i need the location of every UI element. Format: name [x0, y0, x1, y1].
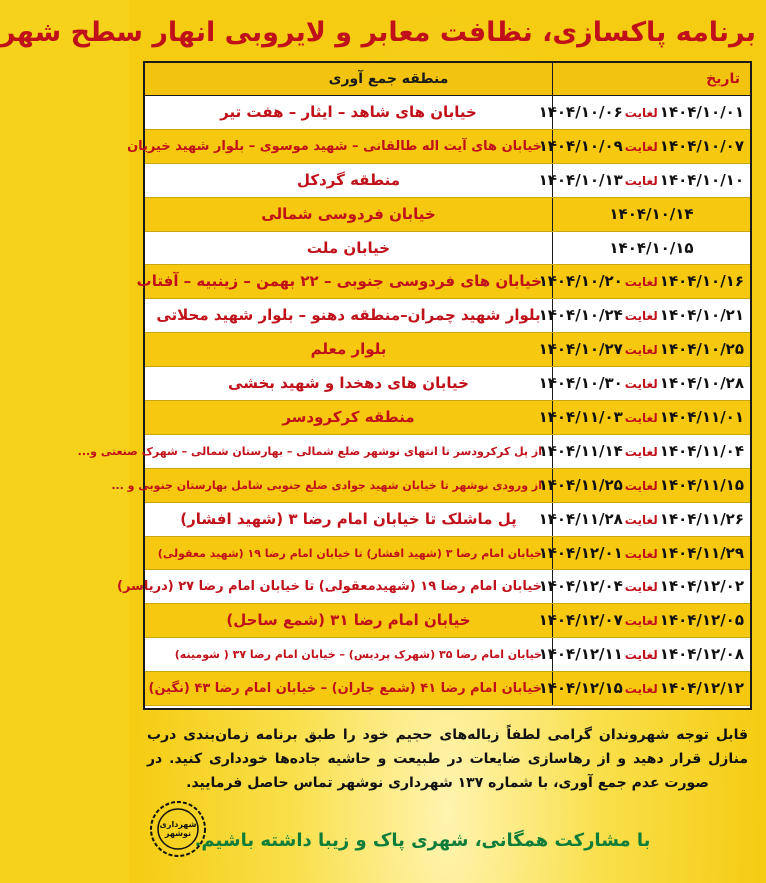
area-cell: بلوار شهید چمران–منطقه دهنو – بلوار شهید محلاتی [156, 306, 541, 325]
table-row [117, 570, 750, 604]
date-from: ۱۴۰۴/۱۰/۲۱ [659, 306, 744, 325]
area-cell: خیابان های فردوسی جنوبی – ۲۲ بهمن – زینبیه – آفتاب [136, 272, 542, 291]
date-cell [538, 401, 750, 434]
seal-label: شهرداری نوشهر [159, 820, 197, 838]
table-row [127, 130, 750, 164]
date-cell [538, 96, 750, 129]
area-cell: بلوار معلم [310, 340, 387, 359]
table-row [136, 265, 750, 299]
table-row [145, 672, 750, 706]
date-from: ۱۴۰۴/۱۱/۲۹ [659, 543, 744, 562]
date-to: ۱۴۰۴/۱۰/۱۵ [609, 238, 694, 257]
date-cell [538, 503, 750, 536]
area-cell: پل ماشلک تا خیابان امام رضا ۳ (شهید افشار) [180, 509, 517, 528]
table-row [145, 164, 750, 198]
table-row [145, 638, 750, 672]
area-cell: خیابان ملت [306, 238, 391, 257]
date-from: ۱۴۰۴/۱۱/۰۱ [659, 408, 744, 427]
notice-text: قابل توجه شهروندان گرامی لطفاً زباله‌های حجیم خود را طبق برنامه زمان‌بندی درب منازل قرار دهید و از رهاسازی ضایعات در طبیعت و حاشیه جاده‌ها خودداری کنید. در صورت عدم جمع آوری، با شماره ۱۳۷ شهرداری نوشهر تماس حاصل فرمایید. [147, 727, 748, 791]
area-cell: منطقه گردکل [296, 170, 400, 189]
date-to: ۱۴۰۴/۱۲/۰۷ [538, 611, 623, 630]
date-to: ۱۴۰۴/۱۱/۲۵ [538, 475, 623, 494]
area-cell: خیابان امام رضا ۳ (شهید افشار) تا خیابان امام رضا ۱۹ (شهید معقولی) [157, 546, 542, 560]
upto-word: لغایت [624, 648, 658, 663]
date-cell [552, 232, 750, 265]
date-to: ۱۴۰۴/۱۲/۱۵ [538, 679, 623, 698]
date-to: ۱۴۰۴/۱۰/۰۶ [538, 103, 623, 121]
date-to: ۱۴۰۴/۱۱/۱۴ [538, 441, 623, 460]
date-from: ۱۴۰۴/۱۰/۰۷ [659, 136, 744, 155]
area-cell: خیابان های دهخدا و شهید بخشی [228, 374, 469, 393]
date-to: ۱۴۰۴/۱۰/۱۳ [538, 170, 623, 189]
upto-word: لغایت [624, 614, 658, 629]
table-row [145, 367, 750, 401]
date-to: ۱۴۰۴/۱۰/۲۷ [538, 340, 623, 359]
area-cell: خیابان های شاهد – ایثار – هفت تیر [220, 103, 477, 121]
table-row [111, 469, 750, 503]
area-cell: منطقه کرکرودسر [282, 408, 415, 427]
area-cell: از ورودی نوشهر تا خیابان شهید جوادی ضلع جنوبی شامل بهارستان جنوبی و ... [111, 478, 542, 492]
date-from: ۱۴۰۴/۱۰/۰۱ [659, 103, 744, 121]
table-row [145, 198, 750, 232]
date-from: ۱۴۰۴/۱۲/۰۵ [659, 611, 744, 630]
date-from: ۱۴۰۴/۱۱/۲۶ [659, 509, 744, 528]
municipality-seal-icon [149, 800, 207, 858]
table-row [145, 333, 750, 367]
area-cell: خیابان امام رضا ۳۵ (شهرک پردیس) – خیابان امام رضا ۳۷ ( شومینه) [174, 648, 542, 662]
page-title: برنامه پاکسازی، نظافت معابر و لایروبی انهار سطح شهر [0, 17, 756, 48]
date-from: ۱۴۰۴/۱۱/۰۴ [659, 441, 744, 460]
table-row [145, 232, 750, 266]
date-from: ۱۴۰۴/۱۰/۱۶ [659, 272, 744, 291]
area-cell: خیابان امام رضا ۱۹ (شهیدمعقولی) تا خیابان امام رضا ۲۷ (دریاسر) [117, 579, 542, 595]
date-cell [538, 164, 750, 197]
upto-word: لغایت [624, 682, 658, 697]
upto-word: لغایت [624, 478, 658, 493]
date-cell [538, 570, 750, 603]
date-from: ۱۴۰۴/۱۱/۱۵ [659, 475, 744, 494]
table-row [145, 604, 750, 638]
table-row [145, 537, 750, 571]
date-from: ۱۴۰۴/۱۰/۱۰ [659, 170, 744, 189]
upto-word: لغایت [624, 580, 658, 595]
date-to: ۱۴۰۴/۱۲/۰۴ [538, 577, 623, 596]
table-row [77, 435, 750, 469]
schedule-table [77, 61, 752, 710]
upto-word: لغایت [624, 343, 658, 358]
date-cell [538, 672, 750, 705]
date-column-header: تاریخ [552, 63, 750, 95]
date-to: ۱۴۰۴/۱۱/۲۸ [538, 509, 623, 528]
date-cell [538, 299, 750, 332]
table-header [145, 63, 750, 96]
table-row [145, 401, 750, 435]
date-cell [538, 604, 750, 637]
date-to: ۱۴۰۴/۱۰/۰۹ [538, 136, 623, 155]
date-cell [552, 198, 750, 231]
area-cell: خیابان امام رضا ۴۱ (شمع جاران) – خیابان امام رضا ۴۳ (نگین) [148, 681, 542, 697]
date-cell [538, 435, 750, 468]
date-to: ۱۴۰۴/۱۲/۰۱ [538, 543, 623, 562]
area-cell: خیابان امام رضا ۳۱ (شمع ساحل) [226, 611, 471, 630]
area-cell: از پل کرکرودسر تا انتهای نوشهر ضلع شمالی – بهارستان شمالی – شهرک صنعتی و... [77, 444, 542, 458]
table-body [77, 96, 750, 706]
upto-word: لغایت [624, 377, 658, 392]
upto-word: لغایت [624, 444, 658, 459]
date-from: ۱۴۰۴/۱۲/۰۲ [659, 577, 744, 596]
date-cell [538, 130, 750, 163]
upto-word: لغایت [624, 275, 658, 290]
date-cell [538, 367, 750, 400]
date-cell [538, 469, 750, 502]
date-to: ۱۴۰۴/۱۲/۱۱ [538, 645, 623, 664]
upto-word: لغایت [624, 411, 658, 426]
upto-word: لغایت [624, 106, 658, 120]
date-to: ۱۴۰۴/۱۰/۱۴ [609, 204, 694, 223]
area-cell: خیابان های آیت اله طالقانی – شهید موسوی – بلوار شهید خیریان [127, 138, 542, 154]
date-cell [538, 333, 750, 366]
date-to: ۱۴۰۴/۱۰/۲۰ [538, 272, 623, 291]
table-row [145, 96, 750, 130]
date-from: ۱۴۰۴/۱۰/۲۸ [659, 374, 744, 393]
table-row [145, 299, 750, 333]
date-to: ۱۴۰۴/۱۱/۰۳ [538, 408, 623, 427]
upto-word: لغایت [624, 139, 658, 154]
area-column-header: منطقه جمع آوری [145, 63, 552, 95]
upto-word: لغایت [624, 173, 658, 188]
date-to: ۱۴۰۴/۱۰/۲۴ [538, 306, 623, 325]
date-from: ۱۴۰۴/۱۰/۲۵ [659, 340, 744, 359]
date-from: ۱۴۰۴/۱۲/۰۸ [659, 645, 744, 664]
table-row [145, 503, 750, 537]
slogan: با مشارکت همگانی، شهری پاک و زیبا داشته باشیم. [194, 830, 651, 851]
date-cell [538, 265, 750, 298]
date-cell [538, 638, 750, 671]
upto-word: لغایت [624, 512, 658, 527]
date-cell [538, 537, 750, 570]
area-cell: خیابان فردوسی شمالی [261, 204, 436, 223]
upto-word: لغایت [624, 546, 658, 561]
upto-word: لغایت [624, 309, 658, 324]
date-from: ۱۴۰۴/۱۲/۱۲ [659, 679, 744, 698]
date-to: ۱۴۰۴/۱۰/۳۰ [538, 374, 623, 393]
